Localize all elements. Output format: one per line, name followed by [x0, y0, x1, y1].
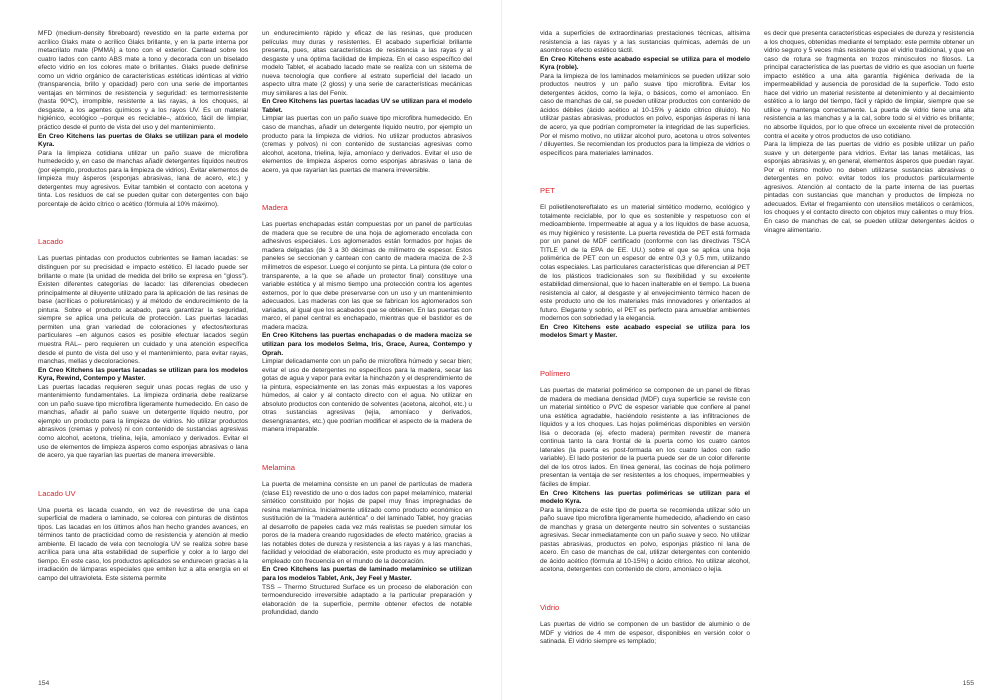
page-number-right: 155: [962, 680, 974, 687]
melamina-description: La puerta de melamina consiste en un panel de partículas de madera (clase E1) revestido de uno o dos lados con papel melamínico, material sintético constituido por hojas de papel muy finas impregnadas de resina melamínica. Inicialmente utilizado como producto económico en sustitución de la "madera auténtica" o del laminado Tablet, hoy gracias al desarrollo de papeles cada vez más realistas se pueden simular los poros de la madera creando rugosidades de efecto matérico, gracias a las notables dotes de dureza y resistencia a las rayas y a las manchas, facilidad y velocidad de elaboración, este producto es muy apreciado y empleado con frecuencia en el mundo de la decoración.: [262, 480, 472, 565]
heading-lacado-uv: Lacado UV: [38, 488, 76, 498]
vidrio-description: Las puertas de vidrio se componen de un bastidor de aluminio o de MDF y vidrios de 4 mm de espesor, disponibles en versión color o satinada. El vidrio siempre es templado;: [540, 620, 750, 646]
lacado-usage-note: En Creo Kitchens las puertas lacadas se utilizan para los modelos Kyra, Rewind, Contempo y Master.: [38, 366, 248, 383]
column-4: [764, 30, 974, 685]
column-3: [540, 30, 750, 685]
page-number-left: 154: [38, 680, 50, 687]
vidrio-description-cont: es decir que presenta características especiales de dureza y resistencia a los choques, obtenidas mediante el templado: este permite obtener un vidrio seguro y 5 veces más resistente que el vidrio tradicional, y que en caso de rotura se fragmenta en trozos minúsculos no filosos. La principal característica de las puertas de vidrio es que asocian un fuerte impacto estético a una alta garantía higiénica derivada de la impermeabilidad y ausencia de porosidad de la superficie. Todo esto hace del vidrio un material resistente al detenimiento y al decaimiento estético a lo largo del tiempo, fácil y rápido de limpiar, siempre que se utilice y mantenga correctamente. La puerta de vidrio tiene una alta resistencia a las manchas y a la cal, sobre todo si el vidrio es brillante; no absorbe líquidos, por lo que ofrece un excelente nivel de protección contra el aceite y otros productos de uso cotidiano.: [764, 30, 974, 140]
madera-description: Las puertas enchapadas están compuestas por un panel de partículas de madera que se recubre de una hoja de aglomerado encolada con adhesivos especiales. Los aglomerados están formados por hojas de madera delgadas (de 3 a 30 décimas de milímetro de espesor. Estos paneles se seccionan y cantean con canto de madera maciza de 2-3 milímetros de espesor. Luego el conjunto se pinta. La pintura (de color o transparente, a la que se añade un protector final) constituye una variable estética y al mismo tiempo una protección contra los agentes externos, por lo que debe preservarse con un uso y un mantenimiento adecuados. Las maderas con las que se fabrican los aglomerados son variadas, al igual que los acabados que se obtienen. En las puertas con marco, el panel central es enchapado, mientras que el bastidor es de madera maciza.: [262, 221, 472, 331]
tss-description: TSS – Thermo Structured Surface es un proceso de elaboración con termoendurecido irreversible adaptado a la particular preparación y elaboración de la superficie, permite obtener efectos de notable profundidad, dando: [262, 583, 472, 617]
glaks-cleaning: Para la limpieza cotidiana utilizar un paño suave de microfibra humedecido y, en caso de manchas añadir detergentes líquidos neutros (por ejemplo, productos para la limpieza de vidrios). Evitar elementos de limpieza muy ásperos (esponjas abrasivas, lana de acero, etc.) y detergentes muy agresivos. Evitar también el contacto con acetona y tinta. Los residuos de cal se pueden quitar con detergentes con bajo porcentaje de ácido cítrico o acético (fórmula al 10% máximo).: [38, 149, 248, 208]
madera-usage-note: En Creo Kitchens las puertas enchapadas o de madera maciza se utilizan para los modelos Selma, Iris, Grace, Aurea, Contempo y Oprah.: [262, 332, 472, 357]
pet-description: El polietilenotereftalato es un material sintético moderno, ecológico y totalmente reciclable, por lo que es sostenible y respetuoso con el medioambiente. Impermeable al agua y a los líquidos de base acuosa, es muy higiénico y resistente. La puerta revestida de PET está formada por un panel de MDF certificado (conforme con las directivas TSCA TITLE VI de la EPA de EE. UU.) sobre el que se aplica una hoja polimérica de PET con un espesor de entre 0,3 y 0,5 mm, utilizando colas especiales. Las particulares características que diferencian al PET de los plásticos tradicionales son su flexibilidad y su excelente estabilidad dimensional, que lo hacen inalterable en el tiempo. La buena resistencia al calor, al desgaste y al envejecimiento térmico hacen de este producto uno de los materiales más innovadores y orientados al futuro. Elegante y sobrio, el PET es perfecto para amueblar ambientes modernos con sobriedad y la elegancia.: [540, 204, 750, 323]
column-2: [262, 30, 472, 685]
heading-pet: PET: [540, 186, 555, 196]
heading-melamina: Melamina: [262, 462, 295, 472]
lacado-uv-description-cont: un endurecimiento rápido y eficaz de las resinas, que producen películas muy duras y resistentes. El acabado superficial brillante presenta, pues, altas características de resistencia a las rayas y al desgaste y una óptima facilidad de limpieza. En el caso específico del modelo Tablet, el acabado lacado mate se realiza con un sistema de nueva tecnología que confiere al estrato superficial del lacado un aspecto ultra mate (2 gloss) y una serie de características mecánicas muy similares a las del Fenix.: [262, 30, 472, 97]
polimero-cleaning: Para la limpieza de este tipo de puerta se recomienda utilizar sólo un paño suave tipo microfibra ligeramente humedecido, añadiendo en caso de manchas y grasa un detergente neutro sin solventes o sustancias agresivas. Secar inmediatamente con un paño suave y seco. No utilizar pastas abrasivas, productos en polvo, esponjas plástico ni lana de acero. En caso de manchas de cal, utilizar detergentes con contenido de ácido acético (fórmula al 10-15%) o ácido cítrico. No utilizar alcohol, acetona, detergentes con contenido de cloro, amoníaco o lejía.: [540, 506, 750, 574]
heading-madera: Madera: [262, 203, 288, 213]
tss-description-cont: vida a superficies de extraordinarias prestaciones técnicas, altísima resistencia a las rayas y a las sustancias químicas, además de un asombroso efecto estético táctil.: [540, 30, 750, 55]
lacado-cleaning: Las puertas lacadas requieren seguir unas pocas reglas de uso y mantenimiento fundamentales. La limpieza ordinaria debe realizarse con un paño suave tipo microfibra ligeramente humedecido. En caso de manchas, añadir al paño suave un detergente líquido neutro, por ejemplo un producto para la limpieza de vidrios. No utilizar productos abrasivos (cremas y polvos) ni con contenido de sustancias agresivas como alcohol, acetona, trielina, lejía, amoníaco y derivados. Evitar el uso de elementos de limpieza ásperos como esponjas abrasivas o lana de acero, ya que rayarían las puertas de manera irreversible.: [38, 383, 248, 460]
heading-lacado: Lacado: [38, 237, 63, 247]
polimero-usage-note: En Creo Kitchens las puertas poliméricas se utilizan para el modelo Kyra.: [540, 489, 750, 506]
heading-vidrio: Vidrio: [540, 602, 560, 612]
pet-usage-note: En Creo Kitchens este acabado especial se utiliza para los modelos Smart y Master.: [540, 323, 750, 340]
lacado-uv-usage-note: En Creo Kitchens las puertas lacadas UV se utilizan para el modelo Tablet.: [262, 98, 472, 114]
page-divider: [501, 0, 502, 700]
polimero-description: Las puertas de material polimérico se componen de un panel de fibras de madera de mediana densidad (MDF) cuya superficie se reviste con un material sintético o PVC de espesor variable que confiere al panel una estética agradable, haciéndolo resistente a las infiltraciones de líquidos y a los choques. Las hojas poliméricas disponibles en versión lisa o decorada (ej. efecto madera) permiten revestir de manera continua tanto la cara frontal de la puerta como los cuatro cantos laterales (la puerta es post-formada en los cuatro lados con radio variable). El lado posterior de la puerta puede ser de un color diferente del de los otros lados. En línea general, las cocinas de hoja polímero presentan la ventaja de ser resistentes a los choques, impermeables y fáciles de limpiar.: [540, 386, 750, 488]
lacado-uv-description: Una puerta es lacada cuando, en vez de revestirse de una capa superficial de madera o laminado, se colorea con pinturas de distintos tipos. Las lacadas en los últimos años han hecho grandes avances, en términos tanto de practicidad como de resistencia y atención al medio ambiente. El lacado de vela con tecnología UV se realiza sobre base acrílica para una alta estabilidad de superficie y color a lo largo del tiempo. En este caso, los productos aplicados se endurecen gracias a la irradiación de lámparas especiales que emiten luz a alta energía en el campo del ultravioleta. Este sistema permite: [38, 506, 248, 582]
tss-usage-note: En Creo Kitchens este acabado especial se utiliza para el modelo Kyra (roble).: [540, 55, 750, 72]
glaks-description: MFD (medium-density fibreboard) revestido en la parte externa por acrílico Glaks mate o acrílico Glaks brillante, y en la parte interna por metacrilato mate (PMMA) a tono con el exterior. Cantead sobre los cuatro lados con canto ABS mate a tono y decorada con un biselado efecto vidrio en los colores mate o brillantes. Glaks puede definirse como un vidrio orgánico de características estéticas idénticas al vidrio (transparencia, brillo y opacidad) pero con una serie de importantes ventajas en términos de resistencia y seguridad: es termorresistente (hasta 90ºC), irrompible, resistente a las rayas, a los choques, al desgaste, a los agentes químicos y a los rayos UV. Es un material higiénico, ecológico –porque es reciclable–, atóxico, fácil de limpiar, práctico desde el punto de vista del uso y del mantenimiento.: [38, 30, 248, 132]
column-1: [38, 30, 248, 685]
heading-polimero: Polímero: [540, 368, 571, 378]
madera-cleaning: Limpiar delicadamente con un paño de microfibra húmedo y secar bien; evitar el uso de detergentes no específicos para la madera, secar las gotas de agua y vapor para evitar la hinchazón y el desprendimiento de la pintura, especialmente en las zonas más expuestas a los vapores húmedos, al calor y al contacto directo con el agua. No utilizar en absoluto productos con contenido de solventes (acetona, alcohol, etc.) u otras sustancias agresivas (lejía, amoníaco y derivados, desengrasantes, etc.) que podrían modificar el aspecto de la madera de manera irreparable.: [262, 358, 472, 434]
melamina-cleaning: Para la limpieza de los laminados melamínicos se pueden utilizar solo productos neutros y un paño suave tipo microfibra. Evitar los detergentes ácidos, como la lejía, o básicos, como el amoníaco. En caso de manchas de cal, se pueden utilizar productos con contenido de ácidos débiles (ácido acético al 10-15% y ácido cítrico diluido). No utilizar pastas abrasivas, productos en polvo, esponjas ásperas ni lana de acero, ya que podrían comprometer la integridad de las superficies. Por el mismo motivo, no utilizar alcohol puro, acetona u otros solventes / diluyentes. Se recomiendan los productos para la limpieza de vidrios o específicos para materiales laminados.: [540, 72, 750, 157]
lacado-description: Las puertas pintadas con productos cubrientes se llaman lacadas: se distinguen por su precisidad e impacto estético. El lacado puede ser brillante o mate (la unidad de medida del brillo se expresa en "gloss"). Existen diferentes categorías de lacado: las diferencias obedecen principalmente al diluyente utilizado para la aplicación de las resinas de base (acrílicas o poliuretánicas) y al método de endurecimiento de la pintura. Sobre el producto acabado, para garantizar la seguridad, siempre se aplica una película de protección. Las puertas lacadas permiten una gran variedad de coloraciones y efectos/texturas particulares –en algunos casos es posible efectuar lacados según muestra RAL– pero requieren un cuidado y una atención específica desde el punto de vista del uso y el mantenimiento, para evitar rayas, manchas, mellas y decoloraciones.: [38, 255, 248, 366]
glaks-usage-note: En Creo Kitchens las puertas de Glaks se utilizan para el modelo Kyra.: [38, 132, 248, 149]
melamina-usage-note: En Creo Kitchens las puertas de laminado melamínico se utilizan para los modelos Tablet, Ank, Jey Feel y Master.: [262, 566, 472, 582]
lacado-uv-cleaning: Limpiar las puertas con un paño suave tipo microfibra humedecido. En caso de manchas, añadir un detergente líquido neutro, por ejemplo un producto para la limpieza de vidrios. No utilizar productos abrasivos (cremas y polvos) ni con contenido de sustancias agresivas como alcohol, acetona, trielina, lejía, amoníaco y derivados. Evitar el uso de elementos de limpieza ásperos como esponjas abrasivas o lana de acero, ya que rayarían las puertas de manera irreversible.: [262, 115, 472, 174]
vidrio-cleaning: Para la limpieza de las puertas de vidrio es posible utilizar un paño suave y un detergente para vidrios. Evitar las lanas metálicas, las esponjas abrasivas y, en general, elementos ásperos que puedan rayar. Por el mismo motivo no deben utilizarse sustancias abrasivas o detergentes en polvo: evitar todos los productos particularmente agresivos. Atención al contacto de la parte interna de las puertas pintadas con sustancias que manchan y productos de limpieza no adecuados. Evitar el fregamiento con utensilios metálicos o cerámicos, los choques y el contacto directo con objetos muy calientes o muy fríos. En caso de manchas de cal, se pueden utilizar detergentes ácidos o vinagre alimentario.: [764, 141, 974, 234]
